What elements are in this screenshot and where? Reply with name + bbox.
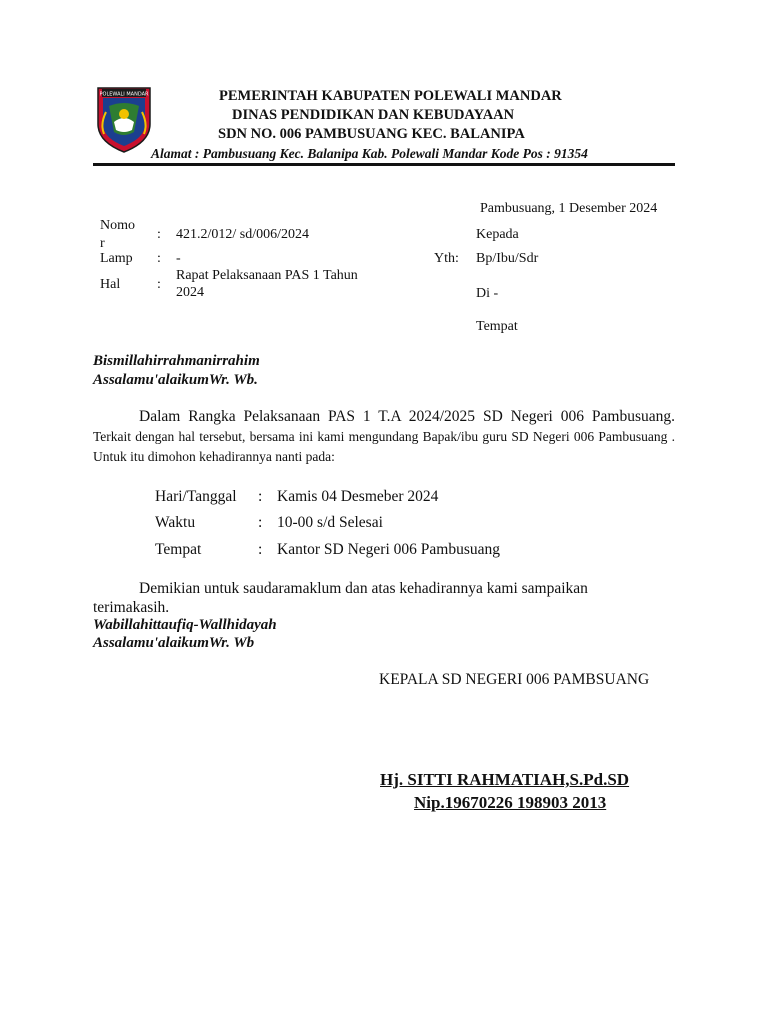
schedule-day-label: Hari/Tanggal [155,488,237,505]
closing-salam: Assalamu'alaikumWr. Wb [93,635,255,651]
signer-nip: Nip.19670226 198903 2013 [414,793,607,812]
hal-value-line-1: Rapat Pelaksanaan PAS 1 Tahun [176,268,358,283]
closing-line-1: Demikian untuk saudaramaklum dan atas kehadirannya kami sampaikan [139,580,588,597]
signer-title: KEPALA SD NEGERI 006 PAMBSUANG [379,671,650,688]
opening-basmalah: Bismillahirrahmanirrahim [93,353,260,369]
letterhead-address: Alamat : Pambusuang Kec. Balanipa Kab. Polewali Mandar Kode Pos : 91354 [151,146,588,161]
recipient-yth: Yth: [434,251,459,266]
letterhead-divider [93,163,675,166]
letterhead-line-3: SDN NO. 006 PAMBUSUANG KEC. BALANIPA [218,126,525,142]
letterhead-line-1: PEMERINTAH KABUPATEN POLEWALI MANDAR [219,88,562,104]
schedule-time-label: Waktu [155,514,196,531]
schedule-day-value: Kamis 04 Desmeber 2024 [277,488,439,505]
signer-name: Hj. SITTI RAHMATIAH,S.Pd.SD [380,770,630,789]
schedule-time-colon: : [258,514,263,531]
nomor-label-wrap: r [100,236,105,251]
recipient-name: Bp/Ibu/Sdr [476,251,539,266]
hal-value-line-2: 2024 [176,285,204,300]
schedule-place-colon: : [258,541,263,558]
opening-salam: Assalamu'alaikumWr. Wb. [93,372,258,388]
place-date: Pambusuang, 1 Desember 2024 [480,201,658,216]
letterhead-line-2: DINAS PENDIDIKAN DAN KEBUDAYAAN [232,107,515,123]
regency-crest-logo [94,84,154,154]
schedule-time-value: 10-00 s/d Selesai [277,514,383,531]
lamp-colon: : [157,251,161,266]
closing-line-2: terimakasih. [93,599,170,616]
crest-lettering: POLEWALI MANDAR [99,91,149,98]
recipient-di: Di - [476,286,499,301]
hal-colon: : [157,277,161,292]
recipient-tempat: Tempat [476,319,518,334]
body-part-1: Dalam Rangka Pelaksanaan PAS 1 T.A 2024/2025 SD Negeri 006 Pambusuang. [139,408,675,425]
schedule-place-value: Kantor SD Negeri 006 Pambusuang [277,541,500,558]
body-part-2: Terkait dengan hal tersebut, bersama ini kami mengundang Bapak/ibu guru SD Negeri 006 Pambusuang . Untuk itu dimohon kehadirannya nanti pada: [93,429,675,464]
nomor-label: Nomo [100,218,135,233]
schedule-day-colon: : [258,488,263,505]
nomor-value: 421.2/012/ sd/006/2024 [176,227,310,242]
body-paragraph [93,407,675,467]
schedule-place-label: Tempat [155,541,202,558]
lamp-label: Lamp [100,251,133,266]
hal-label: Hal [100,277,121,292]
closing-wabillahi: Wabillahittaufiq-Wallhidayah [93,617,277,633]
lamp-value: - [176,251,181,266]
nomor-colon: : [157,227,161,242]
recipient-kepada: Kepada [476,227,519,242]
